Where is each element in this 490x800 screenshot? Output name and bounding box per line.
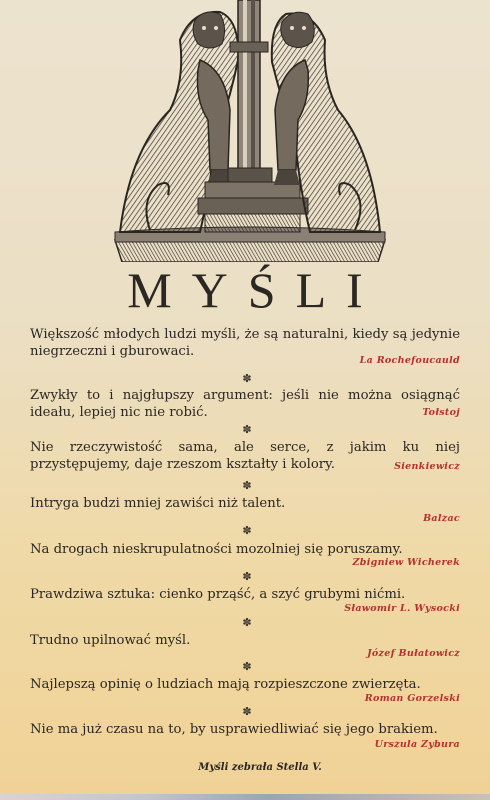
quote-item [30, 721, 460, 750]
sculpture-illustration [110, 0, 390, 262]
separator-icon: ✽ [242, 372, 252, 385]
quote-item [30, 541, 460, 568]
separator-icon: ✽ [242, 570, 252, 583]
quote-item [30, 326, 460, 366]
separator-icon: ✽ [242, 616, 252, 629]
credit-line: Myśli zebrała Stella V. [198, 762, 322, 773]
separator-icon: ✽ [242, 479, 252, 492]
quote-text: Nie rzeczywistość sama, ale serce, z jakim ku niej przystępujemy, daje rzeszom kształty i kolory. [30, 440, 460, 472]
quote-text: Prawdziwa sztuka: cienko prząść, a szyć grubymi nićmi. [30, 587, 406, 602]
quote-text: Większość młodych ludzi myśli, że są naturalni, kiedy są jedynie niegrzeczni i gburowaci. [30, 327, 460, 359]
quote-item [30, 586, 460, 614]
quote-author: La Rochefoucauld [359, 355, 460, 366]
quote-item [30, 387, 460, 421]
quote-item [30, 632, 460, 659]
quote-text: Nie ma już czasu na to, by usprawiedliwiać się jego brakiem. [30, 722, 438, 737]
quote-author: Józef Bułatowicz [367, 648, 460, 659]
quote-author: Tołstoj [422, 407, 460, 418]
separator-icon: ✽ [242, 423, 252, 436]
quote-author: Urszula Zybura [374, 739, 460, 750]
quote-author: Sławomir L. Wysocki [344, 603, 460, 614]
quote-text: Zwykły to i najgłupszy argument: jeśli nie można osiągnąć ideału, lepiej nic nie robić. [30, 388, 460, 420]
quote-item [30, 495, 460, 524]
quote-author: Roman Gorzelski [364, 693, 460, 704]
page-title: MYŚLI [127, 262, 383, 318]
quote-item [30, 676, 460, 704]
quote-author: Zbigniew Wicherek [352, 557, 460, 568]
quote-author: Balzac [423, 513, 460, 524]
quote-item [30, 439, 460, 473]
separator-icon: ✽ [242, 524, 252, 537]
separator-icon: ✽ [242, 660, 252, 673]
quote-text: Trudno upilnować myśl. [30, 633, 191, 648]
quote-text: Intryga budzi mniej zawiści niż talent. [30, 496, 286, 511]
separator-icon: ✽ [242, 705, 252, 718]
quote-author: Sienkiewicz [394, 461, 460, 472]
page-bottom-edge [0, 794, 490, 800]
quote-text: Na drogach nieskrupulatności mozolniej się poruszamy. [30, 542, 403, 557]
quote-text: Najlepszą opinię o ludziach mają rozpieszczone zwierzęta. [30, 677, 421, 692]
